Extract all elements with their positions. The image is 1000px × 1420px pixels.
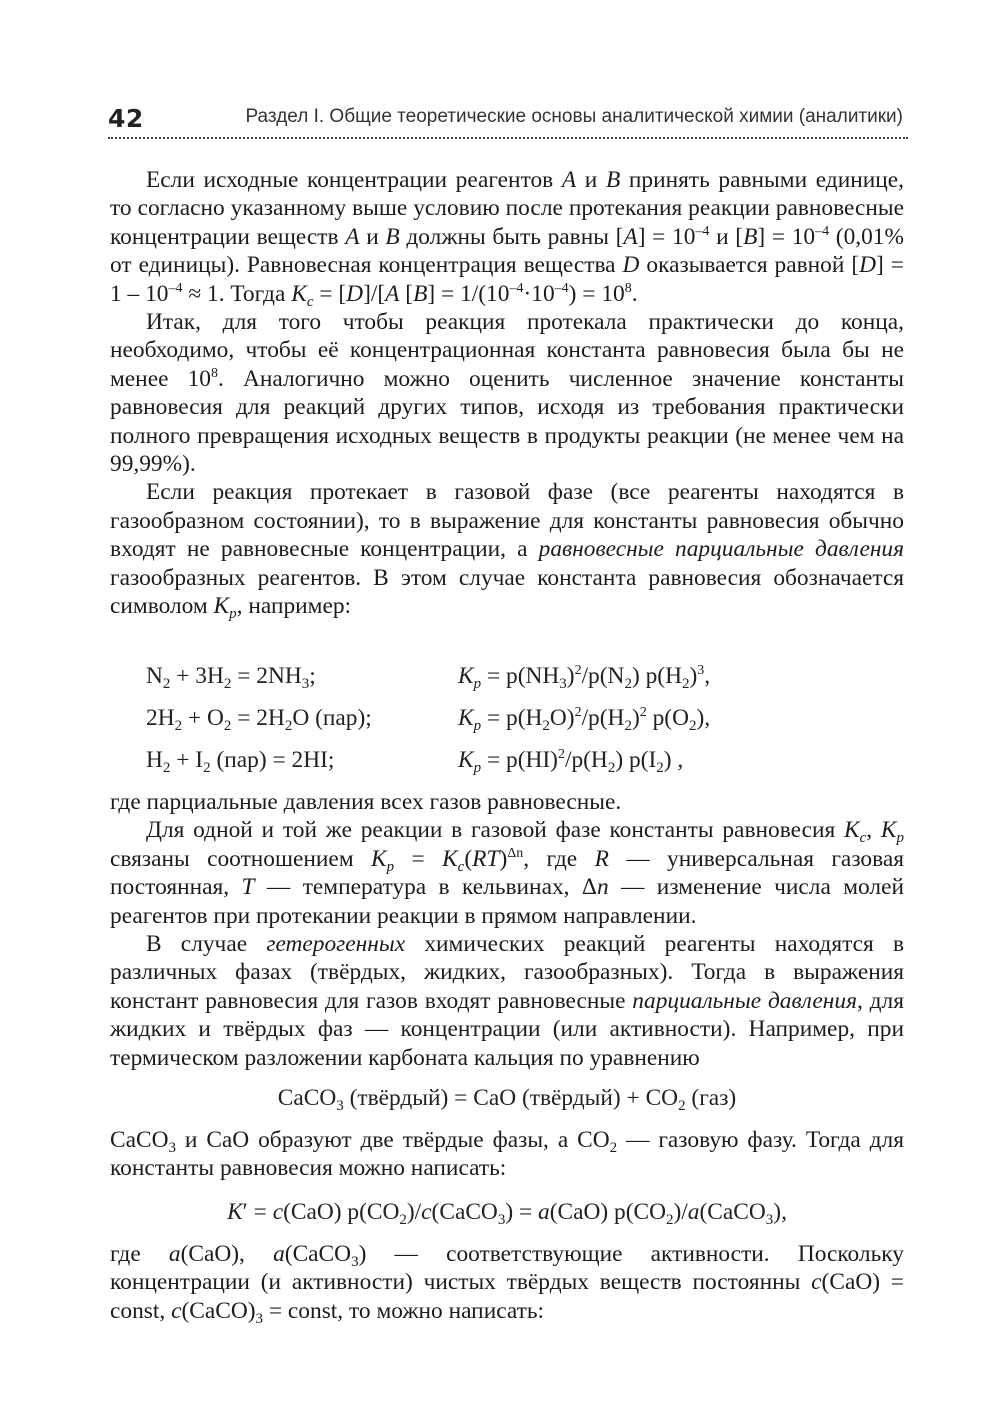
paragraph-4: Для одной и той же реакции в газовой фазе константы равновесия $K_c$, $K_p$ связаны соотношением $K_p = K_c(RT)^{\Delta n}$, где R — универсальная газовая постоянная, T — температура в кельвинах, Δn — изменение числа молей реагентов при протекании реакции в прямом направлении. <box>110 817 904 929</box>
paragraph-3: Если реакция протекает в газовой фазе (все реагенты находятся в газообразном состоянии), то в выражение для константы равновесия обычно входят не равновесные концентрации, а равновесные парциальные давления газообразных реагентов. В этом случае константа равновесия обозначается символом $K_p$, например: <box>110 479 904 623</box>
equation-calcium-carbonate: CaCO$_3$ (твёрдый) = CaO (твёрдый) + $CO_2$ (газ) <box>277 1085 737 1114</box>
paragraph-1: Если исходные концентрации реагентов A и B принять равными единице, то согласно указанному выше условию после протекания реакции равновесные концентрации веществ A и B должны быть равны $[A] = 10^{-4}$ и $[B] = 10^{-4}$ (0,01% от единицы). Равновесная концентрация вещества D оказывается равной $[D] = 1 - 10^{-4} \approx 1$. Тогда $K_c = [D]/[A$ $[B] = 1/(10^{-4}\cdot 10^{-4}) = 10^8$. <box>110 167 904 310</box>
paragraph-5: В случае гетерогенных химических реакций реагенты находятся в различных фазах (твёрдых, жидких, газообразных). Тогда в выражения констант равновесия для газов входят равновесные парциальные давления, для жидких и твёрдых фаз — концентрации (или активности). Например, при термическом разложении карбоната кальция по уравнению <box>110 931 904 1071</box>
header-dotted-rule <box>108 137 908 139</box>
equation-water: $2H_2 + O_2 = 2H_2O$ (пар); $K_p = p(H_2O)^2/p(H_2)^2$ $p(O_2)$, <box>146 705 711 734</box>
paragraph-6: CaCO$_3$ и CaO образуют две твёрдые фазы, а $CO_2$ — газовую фазу. Тогда для константы равновесия можно написать: <box>110 1127 904 1182</box>
text-block-bottom <box>110 1240 904 1325</box>
equation-equilibrium-constant: K′ = c(CaO) $p(CO_2)/c(CaCO_3) = a(CaO)$ $p(CO_2)/a(CaCO_3)$, <box>227 1199 787 1228</box>
equation-ammonia: $N_2 + 3H_2 = 2NH_3$; $K_p = p(NH_3)^2/p(N_2)$ $p(H_2)^3$, <box>146 663 711 692</box>
page-number: 42 <box>108 104 144 133</box>
paragraph-after-equations: где парциальные давления всех газов равновесные. <box>110 789 622 815</box>
text-block-middle <box>110 788 904 1072</box>
equation-hydrogen-iodide: $H_2 + I_2$ (пар) = 2HI; $K_p = p(HI)^2/p(H_2)$ $p(I_2)$ , <box>146 747 684 776</box>
paragraph-2: Итак, для того чтобы реакция протекала практически до конца, необходимо, чтобы её концентрационная константа равновесия была бы не менее $10^8$. Аналогично можно оценить численное значение константы равновесия для реакций других типов, исходя из требования практически полного превращения исходных веществ в продукты реакции (не менее чем на 99,99%). <box>110 309 904 478</box>
text-block-top <box>110 166 904 621</box>
running-title: Раздел I. Общие теоретические основы аналитической химии (аналитики) <box>245 106 903 127</box>
text-block-phases <box>110 1126 904 1183</box>
paragraph-7: где a(CaO), a(CaCO$_3$) — соответствующие активности. Поскольку концентрации (и активности) чистых твёрдых веществ постоянны c(CaO) = const, $c(CaCO)_3$ = const, то можно написать: <box>110 1241 905 1327</box>
